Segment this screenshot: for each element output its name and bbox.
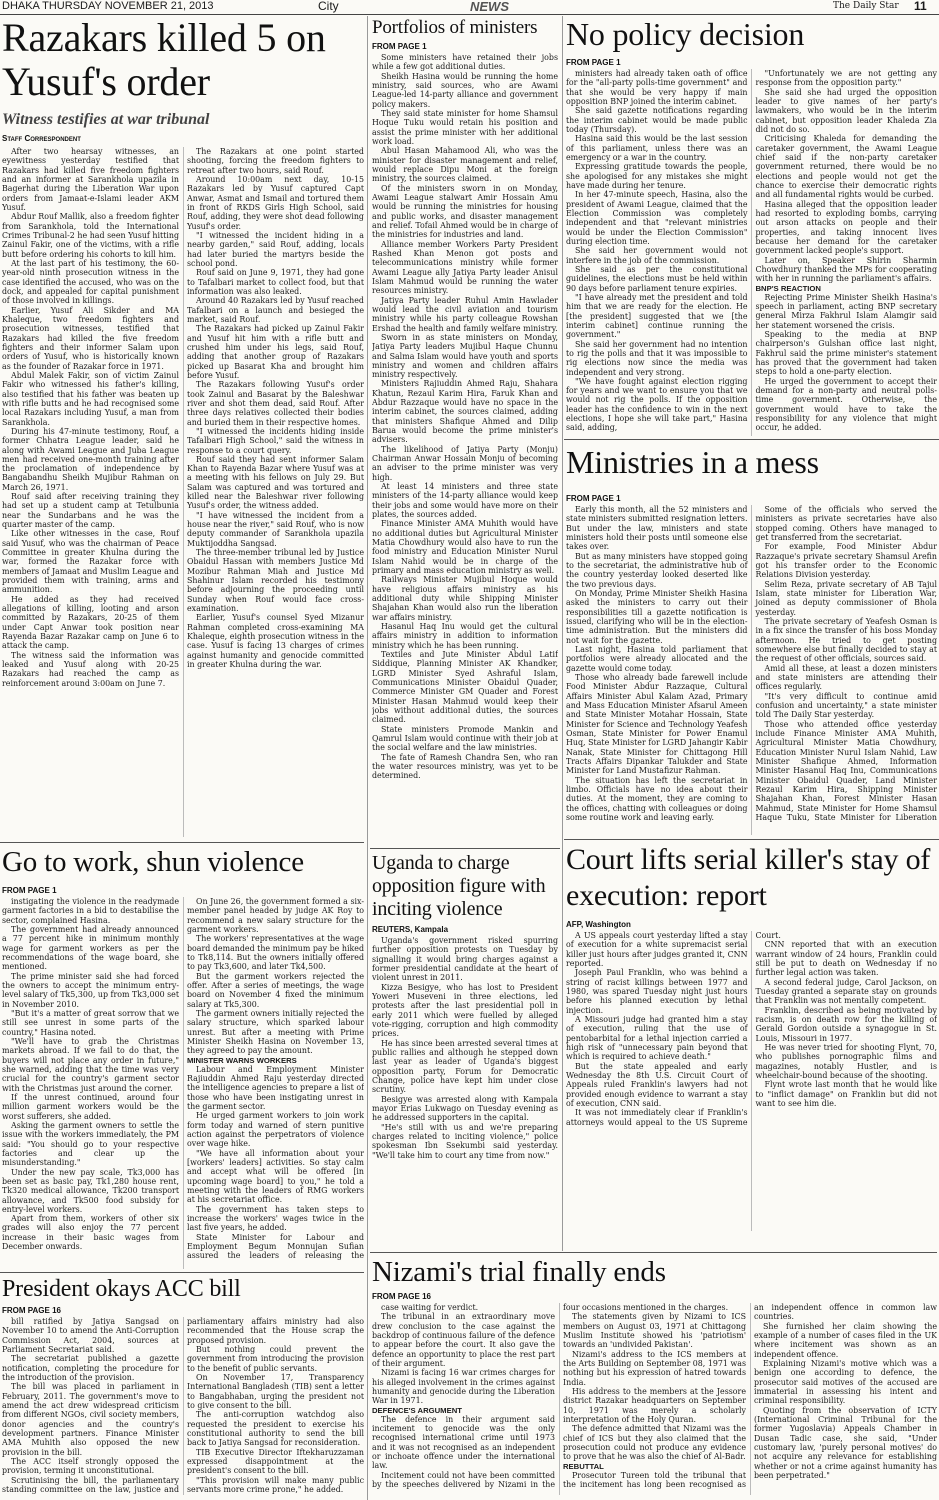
article-paragraph: Nizami is facing 16 war crimes charges for his alleged involvement in the crimes against humanity and genocide during the Liberation War in 1971. [372,1368,555,1406]
article-paragraph: Incitement could not have been committed by the speeches delivered by Nizami in the four occasions mentioned in the charges. [372,1303,729,1489]
article-paragraph: Sworn in as state ministers on Monday, Jatiya Party leaders Mujibul Haque Chunnu and Salma Islam would have youth and sports ministry and women and children affairs ministry respectively. [372,332,558,380]
article-paragraph: "He's still with us and we're preparing charges related to inciting violence," police spokesman Ibn Ssekumbi said yesterday. "We'll take him to court any time from now." [372,1122,558,1160]
article-paragraph: The statements given by Nizami to ICS members on August 03, 1971 at Chittagong Muslim Institute showed his 'patriotism' towards an 'undivided Pakistan'. [563,1312,746,1350]
divider [367,16,368,1500]
article-paragraph: Flynt wrote last month that he would like to "inflict damage" on Franklin but did not want to see him die. [755,1080,937,1108]
article-paragraph: Joseph Paul Franklin, who was behind a string of racist killings between 1977 and 1980, was spared Tuesday night just hours before his planned execution by lethal injection. [566,968,748,1015]
article-paragraph: He added as they had received allegations of killing, looting and arson committed by Razakars, 20-25 of them under Capt Anwar took position near Rayenda Bazar Razakar camp on June 6 to attack the camp. [2,594,179,651]
article-paragraph: The secretariat published a gazette notification, completing the procedure for the introduction of the provision. [2,1354,179,1382]
divider [564,839,939,840]
article-subhead: MINISTER WARNS WORKERS [187,1055,297,1065]
article-paragraph: A Missouri judge had granted him a stay of execution, ruling that the use of pentobarbital for a lethal injection carried a high risk of "unnecessary pain beyond that which is required to achieve death." [566,1014,748,1062]
article-paragraph: Jatiya Party leader Ruhul Amin Hawlader would lead the civil aviation and tourism ministry while his party colleague Rowshan Ershad the health and family welfare ministry. [372,295,558,333]
article-nizami [372,1255,937,1498]
article-subhead: REBUTTAL [563,1461,604,1471]
article-paragraph: Amid all these, at least a dozen ministers and state ministers are attending their offices regularly. [755,663,937,692]
article-paragraph: At least 14 ministers and three state ministers of the 14-party alliance would keep their jobs and some would have more on their plates, the sources added. [372,482,558,520]
divider [562,16,563,1251]
article-paragraph: She furnished her claim showing the example of a number of cases filed in the UK where incitement was shown as an independent offence. [754,1321,937,1359]
article-paragraph: Sheikh Hasina would be running the home ministry, said sources, who are Awami League-led 14-party alliance and government policy makers. [372,71,558,109]
paper-name: The Daily Star [833,1,899,11]
article-byline: FROM PAGE 1 [2,886,57,895]
article-uganda [372,852,558,1252]
article-paragraph: Explaining Nizami's motive which was a benign one according to defence, the prosecutor said motives of the accused are immaterial in assessing his intent and criminal responsibility. [754,1358,937,1406]
article-body [2,1317,364,1495]
article-headline: Court lifts serial killer's stay of execution: report [566,843,931,912]
article-court [566,842,937,1237]
article-headline: Ministries in a mess [566,444,819,480]
article-paragraph: The government has taken steps to increase the workers' wages twice in the last five years, he added. [187,1204,364,1233]
article-paragraph: The three-member tribunal led by Justice Obaidul Hassan with members Justice Md Mozibur Rahman Miah and Justice Md Shahinur Islam recorded his testimony before adjourning the proceeding until Sunday when Rouf would face cross-examination. [187,548,364,614]
article-paragraph: On November 17, Transparency International Bangladesh (TIB) sent a letter to Bangabhaban, urging the president not to give consent to the bill. [187,1372,364,1410]
article-paragraph: They said state minister for home Shamsul Hoque Tuku would retain his position and assist the prime minister with her additional work load. [372,108,558,146]
article-paragraph: The prime minister said she had forced the owners to accept the minimum entry-level salary of Tk5,300, up from Tk3,000 set in November 2010. [2,971,180,1009]
article-paragraph: She said as per the constitutional guidelines, the elections must be held within 90 days before parliament tenure expiries. [566,264,748,293]
article-paragraph: ministers had already taken oath of office for the "all-party polls-time government" and that she would be very happy if main opposition BNP joined the interim cabinet. [566,69,748,106]
article-paragraph: If the unrest continued, around four million garment workers would be the worst sufferers, she added. [2,1092,179,1121]
article-paragraph: The defence in their argument said incitement to genocide was the only recognised international crime until 1973 and it was not recognised as an independent or inchoate offence under the international law. [372,1414,555,1471]
article-nopolicy [566,16,937,436]
article-paragraph: She said her government would not interfere in the job of the commission. [566,246,748,265]
divider [370,848,560,849]
article-paragraph: Criticising Khaleda for demanding the caretaker government, the Awami League chief said if the non-party caretaker government returned, there would be no elections and people would not get the chance to exercise their democratic rights and all fundamental rights would be curbed. [755,134,937,200]
article-ministries [566,442,937,837]
article-headline: Nizami's trial finally ends [372,1256,666,1288]
article-paragraph: He was never tried for shooting Flynt, 70, who publishes pornographic films and magazines, notably Hustler, and is wheelchair-bound because of the shooting. [755,1042,937,1080]
article-paragraph: TIB Executive Director Iftekharuzzaman expressed disappointment at the president's consent to the bill. [187,1447,364,1476]
article-paragraph: Hasina said this would be the last session of this parliament, unless there was an emergency or a war in the country. [566,134,748,162]
article-paragraph: He urged the government to accept their demand for a non-party and neutral polls-time government. Otherwise, the government would have to take the responsibility for any violence that might occur, he added. [755,376,937,433]
article-paragraph: Abul Hasan Mahamood Ali, who was the minister for disaster management and relief, would replace Dipu Moni at the foreign ministry, the sources claimed. [372,146,558,184]
article-byline: FROM PAGE 16 [372,1292,431,1301]
article-paragraph: In her 47-minute speech, Hasina, also the president of Awami League, claimed that the Election Commission was completely independent and that "relevant ministries would be under the Election Commission" during election time. [566,190,748,246]
article-body [372,1303,937,1495]
article-razakars [2,16,364,841]
article-paragraph: Uganda's government risked spurring further opposition protests on Tuesday by signalling it would bring charges against a former presidential candidate at the heart of violent unrest in 2011. [372,936,558,983]
article-paragraph: The Razakars following Yusuf's order took Zainul and Basarat by the Baleshwar river and shot them dead, said Rouf. After three days relatives collected their bodies and buried them in their respective homes. [187,380,364,427]
article-paragraph: instigating the violence in the readymade garment factories in a bid to destabilise the sector, complained Hasina. [2,897,179,925]
article-paragraph: Quoting from the observation of ICTY (International Criminal Tribunal for the former Yugoslavia) Appeals Chamber in Dusan Tadic case, she said, "Under customary law, 'purely personal motives' do not acquire any relevance for establishing whether or not a crime against humanity has been perpetrated." [754,1405,937,1480]
article-subhead: DEFENCE'S ARGUMENT [372,1405,462,1415]
article-paragraph: On Monday, Prime Minister Sheikh Hasina asked the ministers to carry out their responsibilities till a gazette notification is issued, clarifying who will be in the election-time administration. But the ministers did not wait for the gazette. [566,588,748,645]
article-paragraph: The Razakars had picked up Zainul Fakir and Yusuf hit him with a rifle butt and crushed him under his legs, said Rouf, adding that another group of Razakars picked up Basarat Kha and brought him before Yusuf. [187,324,364,380]
article-paragraph: Those who already bade farewell include Food Minister Abdur Razzaque, Cultural Affairs Minister Abul Kalam Azad, Primary and Mass Education Minister Afsarul Ameen and State Minister Motahar Hossain, State Minister for Science and Technology Yeafesh Osman, State Minister for Power Enamul Huq, State Minister for LGRD Jahangir Kabir Nanak, State Minister for Chittagong Hill Tracts Affairs Dipankar Talukder and State Minister for Land Mustafizur Rahman. [566,672,748,776]
article-paragraph: Nizami's address to the ICS members at the Arts Building on September 08, 1971 was nothing but his expression of hatred towards India. [563,1349,746,1387]
article-gowork [2,845,364,1270]
article-paragraph: Textiles and Jute Minister Abdul Latif Siddique, Planning Minister AK Khandker, LGRD Minister Syed Ashraful Islam, Communications Minister Obaidul Quader, Commerce Minister GM Quader and Forest Minister Hasan Mahmud would keep their jobs without additional duties, the sources claimed. [372,650,558,725]
article-paragraph: The garment owners initially rejected the salary structure, which sparked labour unrest. But after a meeting with Prime Minister Sheikh Hasina on November 13, they agreed to pay the amount. [187,1008,364,1056]
article-paragraph: The defence admitted that Nizami was the chief of ICS but they also claimed that the prosecution could not produce any evidence to prove that he was also the chief of Al-Badr. [563,1424,746,1462]
article-paragraph: Abdul Malek Fakir, son of victim Zainul Fakir who witnessed his father's killing, also testified that his father was beaten up with rifle butts and he had recognised some local Razakars including Yusuf, a man from Sarankhola. [2,370,179,427]
article-byline: FROM PAGE 16 [2,1306,61,1315]
article-paragraph: "Unfortunately we are not getting any response from the opposition party." [755,69,937,88]
article-paragraph: "We'll have to grab the Christmas markets abroad. If we fail to do that, the buyers will not place any order in future," she warned, adding that the time was very crucial for the country's garment sector with the Christmas just around the corner. [2,1036,179,1093]
article-paragraph: "I have witnessed the incident from a house near the river," said Rouf, who is now deputy commander of Sarankhola upazila Muktijoddha Sangsad. [187,510,364,548]
article-paragraph: Labour and Employment Minister Rajiuddin Ahmed Raju yesterday directed the intelligence agencies to prepare a list of those who have been instigating unrest in the garment sector. [187,1064,364,1111]
article-body [566,69,937,436]
desk-label: NEWS [470,0,509,14]
article-body [2,897,364,1269]
article-paragraph: Around 10:00am next day, 10-15 Razakars led by Yusuf captured Capt Anwar, Asmat and Ismail and tortured them in front of RKDS Girls High School, said Rouf, adding, they were shot dead following Yusuf's order. [187,174,364,231]
article-paragraph: State Minister for Labour and Employment Begum Monnujan Sufian assured the leaders of releasing the [187,1232,364,1261]
article-paragraph: Rouf said after receiving training they had set up a student camp at Tetulbunia near the Sundarbans and he was the quarter master of the camp. [2,492,179,530]
article-byline: Staff Correspondent [2,134,81,143]
article-paragraph: But as many ministers have stopped going to the secretariat, the administrative hub of the country yesterday looked deserted like the two previous days. [566,551,748,589]
article-paragraph: She said gazette notifications regarding the interim cabinet would be made public today (Thursday). [566,106,748,134]
article-paragraph: A second federal judge, Carol Jackson, on Tuesday granted a separate stay on grounds that Franklin was not mentally competent. [755,977,937,1006]
article-byline: FROM PAGE 1 [566,58,621,67]
article-headline: Razakars killed 5 on Yusuf's order [2,16,326,104]
article-paragraph: "This provision will make many public servants more crime prone," he added. [187,1475,364,1494]
article-acc [2,1275,364,1498]
article-byline: AFP, Washington [566,920,631,929]
article-paragraph: The workers' representatives at the wage board demanded the minimum pay be hiked to Tk8,114. But the owners initially offered to pay Tk3,600, and later Tk4,500. [187,934,364,972]
article-paragraph: The bill was placed in parliament in February, 2011. The government's move to amend the act drew widespread criticism from different NGOs, civil society members, donor agencies and the country's development partners. Finance Minister AMA Muhith also opposed the new provision in the bill. [2,1382,179,1457]
article-paragraph: Abdur Rouf Mallik, also a freedom fighter from Sarankhola, told the International Crimes Tribunal-2 he had seen Yusuf hitting Zainul Fakir, one of the victims, with a rifle butt before ordering his cohorts to kill him. [2,212,179,259]
article-paragraph: Rejecting Prime Minister Sheikh Hasina's speech in parliament, acting BNP secretary general Mirza Fakhrul Islam Alamgir said her statement worsened the crisis. [755,292,937,330]
article-paragraph: For example, Food Minister Abdur Razzaque's private secretary Shamsul Arefin got his transfer order to the Economic Relations Division yesterday. [755,542,937,580]
divider [564,439,939,440]
article-paragraph: The likelihood of Jatiya Party (Monju) Chairman Anwar Hossain Monju of becoming an adviser to the prime minister was very high. [372,444,558,482]
article-paragraph: He urged garment workers to join work form today and warned of stern punitive action against the perpetrators of violence over wage hike. [187,1111,364,1149]
article-headline: President okays ACC bill [2,1276,241,1302]
article-paragraph: She said she had urged the opposition leader to give names of her party's lawmakers, who would be in the interim cabinet, but opposition leader Khaleda Zia did not do so. [755,87,937,134]
article-paragraph: Railways Minister Mujibul Hoque would have religious affairs ministry as his additional duty while Shipping Minister Shajahan Khan would also run the liberation war affairs ministry. [372,575,558,622]
article-paragraph: At the last part of his testimony, the 60-year-old ninth prosecution witness in the case identified the accused, who was on the dock, and appealed for capital punishment of those involved in killings. [2,258,179,306]
article-portfolios [372,16,558,846]
article-paragraph: Earlier, Yusuf's counsel Syed Mizanur Rahman completed cross-examining MA Khaleque, eighth prosecution witness in the case. Yusuf is facing 13 charges of crimes against humanity and genocide committed in greater Khulna during the war. [187,613,364,670]
article-paragraph: "It's very difficult to continue amid confusion and uncertainty," a state minister told The Daily Star yesterday. [755,691,937,720]
article-paragraph: CNN reported that with an execution warrant window of 24 hours, Franklin could still be put to death on Wednesday if no further legal action was taken. [755,940,937,978]
dateline: DHAKA THURSDAY NOVEMBER 21, 2013 [2,0,214,12]
article-paragraph: The Razakars at one point started shooting, forcing the freedom fighters to retreat after two hours, said Rouf. [187,147,364,175]
article-body [566,931,937,1231]
article-body [372,53,558,843]
article-paragraph: Some of the officials who served the ministers as private secretaries have also stopped coming. Others have managed to get transferred from the secretariat. [755,505,937,542]
divider [0,1272,364,1273]
article-paragraph: Earlier, Yusuf Ali Sikder and MA Khaleque, two freedom fighters and prosecution witnesses, testified that Razakars had killed the five freedom fighters and their informer Salam upon orders of Yusuf, who is historically known as the founder of Razakar force in 1971. [2,305,179,371]
section-label: City [318,0,339,13]
article-paragraph: bill ratified by Jatiya Sangsad on November 10 to amend the Anti-Corruption Commission Act, 2004, sources at Parliament Secretariat said. [2,1317,179,1354]
article-paragraph: case waiting for verdict. [381,1303,479,1312]
article-paragraph: Finance Minister AMA Muhith would have no additional duties but Agricultural Minister Matia Chowdhury would also have to run the food ministry and Education Minister Nurul Islam Nahid would be in charge of the primary and mass education ministry as well. [372,519,558,576]
article-paragraph: The witness said the information was leaked and Yusuf along with 20-25 Razakars had reached the camp as reinforcement around 3:00am on June 7. [2,650,179,688]
article-paragraph: But the state appealed and early Wednesday the 8th U.S. Circuit Court of Appeals ruled Franklin's lawyers had not provided enough evidence to warrant a stay of execution, CNN said. [566,1061,748,1108]
article-headline: Go to work, shun violence [2,846,304,878]
article-paragraph: He has since been arrested several times at public rallies and although he stepped down last year as leader of Uganda's biggest opposition party, Forum for Democratic Change, police have kept him under close scrutiny. [372,1038,558,1095]
article-paragraph: The anti-corruption watchdog also requested the president to exercise his constitutional authority to send the bill back to Jatiya Sangsad for reconsideration. [187,1410,364,1448]
article-paragraph: Like other witnesses in the case, Rouf said Yusuf, who was the chairman of Peace Committee in greater Khulna during the war, formed the Razakar force with members of Jamaat and Muslim League and provided them with training, arms and ammunition. [2,529,179,595]
article-paragraph: Later on, Speaker Shirin Sharmin Chowdhury thanked the MPs for cooperating with her in running the parliament's affairs. [755,255,937,284]
article-paragraph: The tribunal in an extraordinary move drew conclusion to the case against the backdrop of continuous failure of the defence to appear before the court. It also gave the defence an opportunity to place the rest part of their argument. [372,1312,555,1368]
article-paragraph: She said her government had no intention to rig the polls and that it was impossible to rig elections now since the media was independent and very strong. [566,339,748,377]
article-paragraph: Besigye was arrested along with Kampala mayor Erias Lukwago on Tuesday evening as he addressed supporters in the capital. [372,1094,558,1123]
article-headline: No policy decision [566,16,805,52]
article-paragraph: Under the new pay scale, Tk3,000 has been set as basic pay, Tk1,280 house rent, Tk320 medical allowance, Tk200 transport allowance, and Tk500 food subsidy for entry-level workers. [2,1167,179,1214]
article-body [372,936,558,1246]
article-paragraph: The private secretary of Yeafesh Osman is in a fix since the transfer of his boss Monday afternoon. He tried to get posting somewhere else but finally decided to stay at the request of other officials, sources said. [755,616,937,664]
article-paragraph: On June 26, the government formed a six-member panel headed by judge AK Roy to recommend a new salary structure for the garment workers. [187,897,364,934]
article-paragraph: The government had already announced a 77 percent hike in minimum monthly wage for garment workers as per the recommendations of the wage board, she mentioned. [2,924,179,972]
article-paragraph: During his 47-minute testimony, Rouf, a former Chhatra League leader, said he along with Awami League and Juba League men had received one-month training after the proclamation of independence by Bangabandhu Sheikh Mujibur Rahman on March 26, 1971. [2,426,179,492]
article-deck: Witness testifies at war tribunal [2,111,210,128]
article-paragraph: Scrutinising the bill, the parliamentary standing committee on the law, justice and parliamentary affairs ministry had also recommended that the House scrap the proposed provision. [2,1317,364,1494]
page-header [0,0,939,15]
article-paragraph: Selim Reza, private secretary of AB Tajul Islam, state minister for Liberation War, joined as deputy commissioner of Bhola yesterday. [755,579,937,617]
article-paragraph: "I witnessed the incidents hiding inside Tafalbari High School," said the witness in response to a court query. [187,426,364,455]
article-paragraph: Prosecutor Tureen told the tribunal that the incitement has long been recognised as an independent offence in common law countries. [563,1303,937,1489]
article-paragraph: It was not immediately clear if Franklin's attorneys would appeal to the US Supreme Court. [566,931,781,1127]
divider [370,1252,937,1253]
article-paragraph: The fate of Ramesh Chandra Sen, who ran the water resources ministry, was yet to be determined. [372,752,558,781]
article-body [2,147,364,837]
article-paragraph: Some ministers have retained their jobs while a few got additional duties. [372,53,558,72]
article-headline: Portfolios of ministers [372,17,538,38]
article-headline: Uganda to charge opposition figure with inciting violence [372,852,546,920]
article-paragraph: "We have fought against election rigging for years and we want to ensure you that we would not rig the polls. If the opposition leader has the confidence to win in the next elections, I hope she will take part," Hasina said, adding, [566,376,748,433]
article-paragraph: But the garment workers rejected the offer. After a series of meetings, the wage board on November 4 fixed the minimum salary at Tk5,300. [187,971,364,1009]
article-paragraph: Ministers Rajiuddin Ahmed Raju, Shahara Khatun, Rezaul Karim Hira, Faruk Khan and Abdur Razzaque would have no space in the interim cabinet, the sources claimed, adding that ministers Shafique Ahmed and Dilip Barua would become the prime minister's advisers. [372,379,558,445]
article-paragraph: "We have all information about your [workers' leaders] activities. So stay calm and accept what will be offered [in upcoming wage board] to you," he told a meeting with the leaders of RMG workers at his secretariat office. [187,1148,364,1205]
article-paragraph: His address to the members at the Jessore district Razakar headquarters on September 10, 1971 was merely a scholarly interpretation of the Holy Quran. [563,1386,746,1424]
divider [0,842,364,843]
page-number: 11 [914,0,927,13]
article-paragraph: Expressing gratitude towards the people, she apologised for any mistakes she might have made during her tenure. [566,162,748,190]
article-paragraph: Hasina alleged that the opposition leader had resorted to exploding bombs, carrying out arson attacks on people and their properties, and taking innocent lives because her demand for the caretaker government lacked people's support. [755,199,937,256]
article-byline: REUTERS, Kampala [372,925,449,934]
article-paragraph: Of the ministers sworn in on Monday, Awami League stalwart Amir Hossain Amu would be running the ministries for housing and public works, and disaster management and relief. Tofail Ahmed would be in charge of the ministries for industries and land. [372,183,558,240]
article-paragraph: Rouf said they had sent informer Salam Khan to Rayenda Bazar where Yusuf was at a meeting with his fellows on July 29. But Salam was captured and was tortured and killed near the Baleshwar river following Yusuf's order, the witness added. [187,454,364,511]
article-byline: FROM PAGE 1 [372,42,427,51]
article-subhead: BNP'S REACTION [755,283,821,293]
article-body [566,505,937,835]
article-paragraph: "I have already met the president and told him that we are ready for the election. He [the president] suggested that we [the interim cabinet] continue running the government." [566,292,748,340]
article-paragraph: State ministers Promode Mankin and Qamrul Islam would continue with their job at the social welfare and the law ministries. [372,724,558,753]
article-paragraph: Around 40 Razakars led by Yusuf reached Tafalbari on a launch and besieged the market, said Rouf. [187,296,364,324]
article-paragraph: The ACC itself strongly opposed the provision, terming it unconstitutional. [2,1456,179,1476]
article-paragraph: Early this month, all the 52 ministers and state ministers submitted resignation letters. But under the law, ministers and state ministers hold their posts until someone else takes over. [566,505,748,552]
article-paragraph: Alliance member Workers Party President Rashed Khan Menon got posts and telecommunications ministry while former Awami League ally Jatiya Party leader Anisul Islam Mahmud would be running the water resources ministry. [372,239,558,296]
article-paragraph: Asking the garment owners to settle the issue with the workers immediately, the PM said: "You should go to your respective factories and clear up the misunderstanding." [2,1120,179,1168]
article-paragraph: The situation has left the secretariat in limbo. Officials have no idea about their duties. At the moment, they are coming to the offices, chatting with colleagues or doing some routine work and leaving early. [566,775,748,822]
article-paragraph: "I witnessed the incident hiding in a nearby garden," said Rouf, adding, locals had later buried the martyrs beside the school pond. [187,230,364,268]
article-paragraph: Last night, Hasina told parliament that portfolios were already allocated and the gazette would come today. [566,644,748,673]
article-paragraph: A US appeals court yesterday lifted a stay of execution for a white supremacist serial killer just hours after judges granted it, CNN reported. [566,931,748,968]
article-paragraph: Rouf said on June 9, 1971, they had gone to Tafalbari market to collect food, but that information was also leaked. [187,268,364,296]
article-byline: FROM PAGE 1 [566,494,621,503]
article-paragraph: After two hearsay witnesses, an eyewitness yesterday testified that Razakars had killed five freedom fighters and an informer at Sarankhola upazila in Bagerhat during the Liberation War upon orders from Jamaat-e-Islami leader AKM Yusuf. [2,147,179,212]
article-paragraph: Hasanul Haq Inu would get the cultural affairs ministry in addition to information ministry which he has been running. [372,622,558,650]
article-paragraph: But nothing could prevent the government from introducing the provision to the benefit of public servants. [187,1344,364,1373]
article-paragraph: Franklin, described as being motivated by racism, is on death row for the killing of Gerald Gordon outside a synagogue in St. Louis, Missouri in 1977. [755,1005,937,1043]
article-paragraph: Those who attended office yesterday include Finance Minister AMA Muhith, Agricultural Minister Matia Chowdhury, Education Minister Nurul Islam Nahid, Law Minister Shafique Ahmed, Information Minister Hasanul Haq Inu, Communications Minister Obaidul Quader, Land Minister Rezaul Karim Hira, Shipping Minister Shajahan Khan, Forest Minister Hasan Mahmud, State Minister for Home Shamsul Haque Tuku, State Minister for Liberation [755,719,937,822]
article-paragraph: Apart from them, workers of other six grades will also enjoy the 77 percent increase in their basic wages from December onwards. [2,1214,179,1252]
article-paragraph: "But it's a matter of great sorrow that we still see unrest in some parts of the country," Hasina noted. [2,1008,179,1037]
article-paragraph: Kizza Besigye, who has lost to President Yoweri Museveni in three elections, led protests after the last presidential poll in early 2011 which were fuelled by alleged vote-rigging, corruption and high commodity prices. [372,982,558,1039]
article-paragraph: Speaking to the media at BNP chairperson's Gulshan office last night, Fakhrul said the prime minister's statement has proved that the government had taken steps to hold a one-party election. [755,329,937,377]
